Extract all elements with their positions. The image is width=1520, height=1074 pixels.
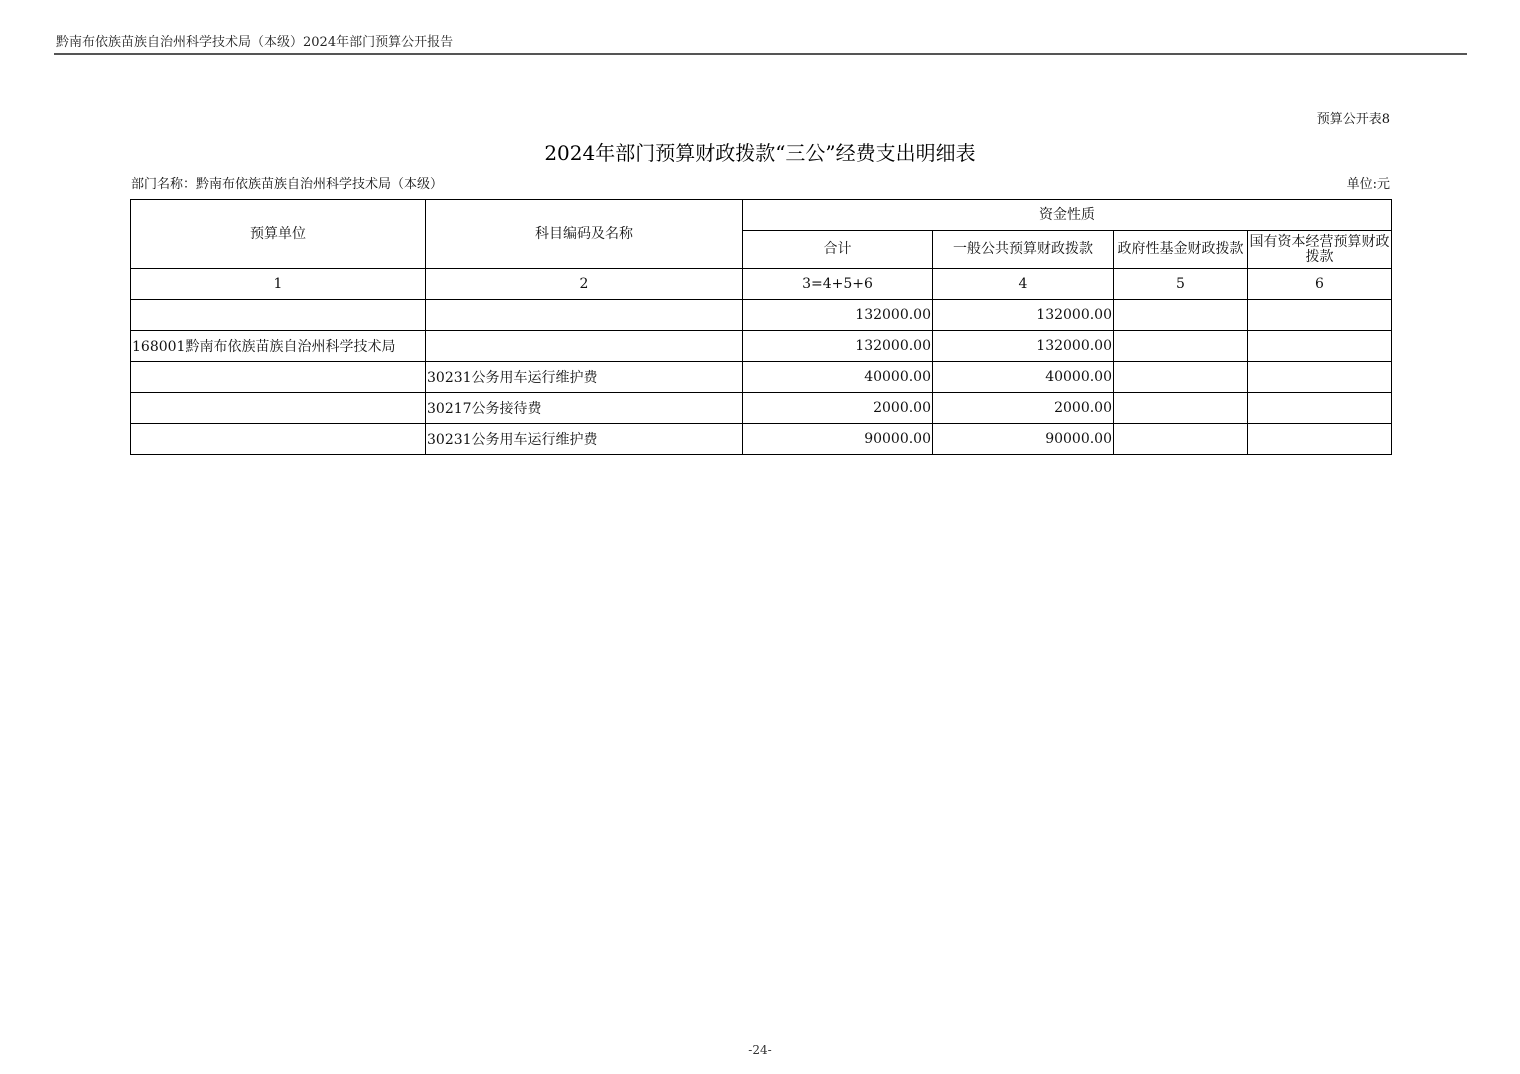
header-general-budget: 一般公共预算财政拨款 (933, 231, 1114, 269)
general-cell: 132000.00 (933, 300, 1114, 331)
general-cell: 40000.00 (933, 362, 1114, 393)
index-cell: 3=4+5+6 (743, 269, 933, 300)
table-row (131, 424, 1392, 455)
expenditure-table (130, 199, 1392, 455)
header-divider (54, 53, 1467, 55)
header-state-capital: 国有资本经营预算财政拨款 (1248, 231, 1392, 269)
unit-cell (131, 300, 426, 331)
header-budget-unit: 预算单位 (131, 200, 426, 269)
subject-cell (426, 300, 743, 331)
unit-cell: 168001黔南布依族苗族自治州科学技术局 (131, 331, 426, 362)
total-cell: 2000.00 (743, 393, 933, 424)
header-gov-fund: 政府性基金财政拨款 (1114, 231, 1248, 269)
state-capital-cell (1248, 331, 1392, 362)
general-cell: 132000.00 (933, 331, 1114, 362)
state-capital-cell (1248, 300, 1392, 331)
state-capital-cell (1248, 393, 1392, 424)
subject-cell: 30231公务用车运行维护费 (426, 424, 743, 455)
gov-fund-cell (1114, 362, 1248, 393)
total-cell: 90000.00 (743, 424, 933, 455)
unit-cell (131, 393, 426, 424)
total-cell: 132000.00 (743, 331, 933, 362)
index-cell: 1 (131, 269, 426, 300)
subject-cell: 30217公务接待费 (426, 393, 743, 424)
department-label: 部门名称：黔南布依族苗族自治州科学技术局（本级） (131, 177, 444, 192)
index-row (131, 269, 1392, 300)
table-row (131, 300, 1392, 331)
state-capital-cell (1248, 362, 1392, 393)
unit-label: 单位:元 (1346, 177, 1390, 192)
unit-cell (131, 424, 426, 455)
table-row (131, 362, 1392, 393)
document-title: 2024年部门预算财政拨款“三公”经费支出明细表 (544, 141, 976, 165)
index-cell: 4 (933, 269, 1114, 300)
total-cell: 40000.00 (743, 362, 933, 393)
general-cell: 90000.00 (933, 424, 1114, 455)
gov-fund-cell (1114, 424, 1248, 455)
index-cell: 2 (426, 269, 743, 300)
report-header-title: 黔南布依族苗族自治州科学技术局（本级）2024年部门预算公开报告 (56, 35, 454, 50)
state-capital-cell (1248, 424, 1392, 455)
header-fund-nature: 资金性质 (743, 200, 1392, 231)
header-subject: 科目编码及名称 (426, 200, 743, 269)
table-row (131, 331, 1392, 362)
page-number: -24- (748, 1043, 772, 1057)
general-cell: 2000.00 (933, 393, 1114, 424)
subject-cell (426, 331, 743, 362)
subject-cell: 30231公务用车运行维护费 (426, 362, 743, 393)
table-row (131, 393, 1392, 424)
index-cell: 5 (1114, 269, 1248, 300)
gov-fund-cell (1114, 393, 1248, 424)
header-total: 合计 (743, 231, 933, 269)
total-cell: 132000.00 (743, 300, 933, 331)
form-number: 预算公开表8 (1316, 112, 1390, 127)
gov-fund-cell (1114, 331, 1248, 362)
unit-cell (131, 362, 426, 393)
index-cell: 6 (1248, 269, 1392, 300)
gov-fund-cell (1114, 300, 1248, 331)
